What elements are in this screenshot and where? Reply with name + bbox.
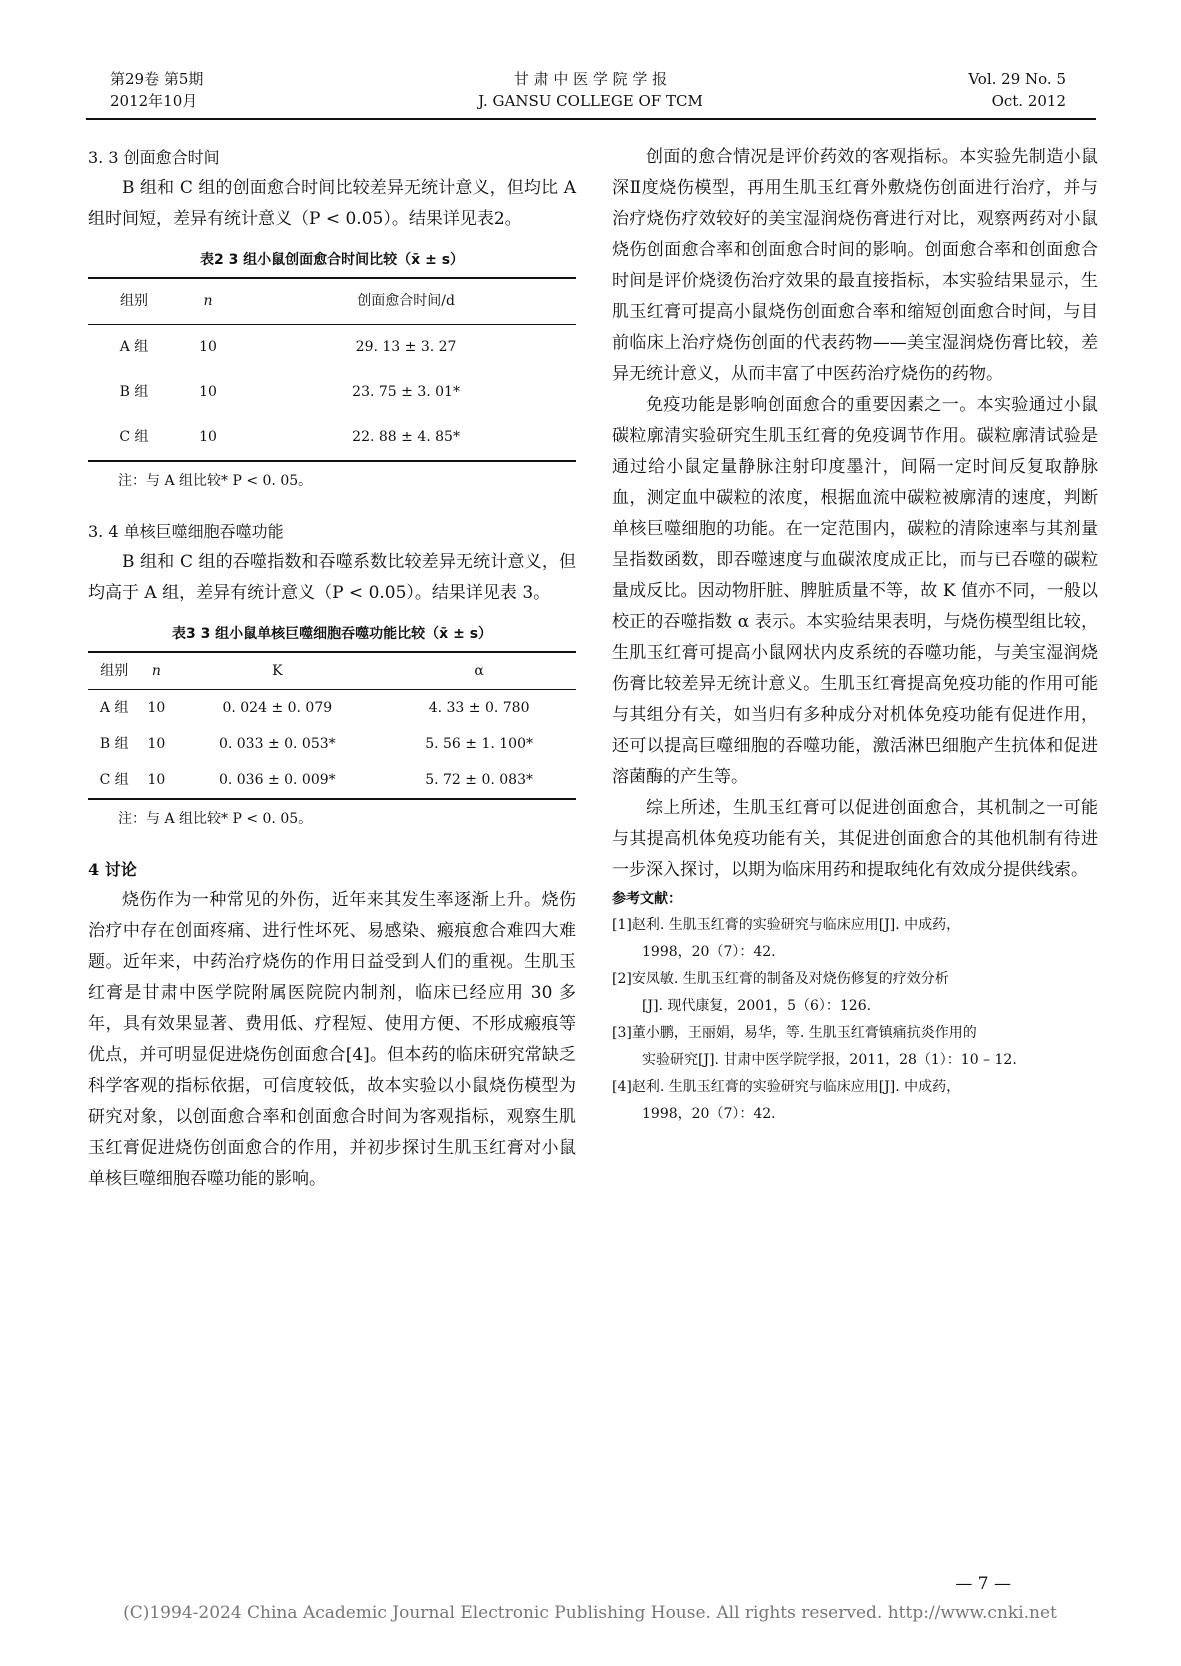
running-header [0,68,1181,116]
table2-caption: 表2 3 组小鼠创面愈合时间比较（x̄ ± s） [199,252,465,268]
right-column [612,142,1098,1128]
table-cell: 0. 033 ± 0. 053* [218,735,336,752]
references-title: 参考文献： [612,891,682,907]
table-cell: 5. 72 ± 0. 083* [425,771,533,788]
copyright-footer: (C)1994-2024 China Academic Journal Electronic Publishing House. All rights reserved. http://www.cnki.net [123,1603,1057,1623]
table-cell: C 组 [99,771,129,788]
table-cell: 10 [199,384,217,400]
reference-source: [J]. 现代康复，2001，5（6）：126. [642,998,872,1014]
reference-source: 实验研究[J]. 甘肃中医学院学报，2011，28（1）：10 – 12. [642,1052,1017,1068]
table-row [88,415,576,461]
table-header-row [88,652,576,690]
table-header-cell: n [151,662,161,679]
left-column [88,142,576,1195]
reference-list [612,912,1098,1128]
issue-date-en: Oct. 2012 [991,92,1066,110]
table2 [88,277,576,462]
section-4-text: 烧伤作为一种常见的外伤，近年来其发生率逐渐上升。烧伤治疗中存在创面疼痛、进行性坏死、易感染、瘢痕愈合难四大难题。近年来，中药治疗烧伤的作用日益受到人们的重视。生肌玉红膏是甘肃中医学院附属医院院内制剂，临床已经应用 30 多年，具有效果显著、费用低、疗程短、使用方便、不形成瘢痕等优点，并可明显促进烧伤创面愈合[4]。但本药的临床研究常缺乏科学客观的指标依据，可信度较低，故本实验以小鼠烧伤模型为研究对象，以创面愈合率和创面愈合时间为客观指标，观察生肌玉红膏促进烧伤创面愈合的作用，并初步探讨生肌玉红膏对小鼠单核巨噬细胞吞噬功能的影响。 [88,890,576,1189]
table-cell: 5. 56 ± 1. 100* [425,735,533,752]
header-right [968,68,1066,112]
table-row [88,762,576,799]
section-3-3-title: 3. 3 创面愈合时间 [88,148,220,167]
table2-note: 注：与 A 组比较* P < 0. 05。 [118,473,313,489]
volume-issue-en: Vol. 29 No. 5 [968,70,1066,88]
table-cell: 10 [199,339,217,355]
table-cell: 10 [147,699,166,716]
reference-item [612,966,1098,1020]
journal-name-cn: 甘 肃 中 医 学 院 学 报 [513,70,668,88]
reference-item [612,1074,1098,1128]
reference-text: [1]赵利. 生肌玉红膏的实验研究与临床应用[J]. 中成药， [612,917,961,933]
volume-issue: 第29卷 第5期 [110,70,204,88]
table-header-row [88,278,576,325]
table-cell: C 组 [119,429,149,445]
reference-source: 1998，20（7）：42. [642,944,776,960]
reference-item [612,1020,1098,1074]
issue-date: 2012年10月 [110,92,198,110]
reference-text: [2]安凤敏. 生肌玉红膏的制备及对烧伤修复的疗效分析 [612,971,949,987]
section-3-4-text: B 组和 C 组的吞噬指数和吞噬系数比较差异无统计意义，但均高于 A 组，差异有统计意义（P < 0.05）。结果详见表 3。 [88,552,576,603]
table-header-cell: K [272,662,283,679]
reference-source: 1998，20（7）：42. [642,1106,776,1122]
table-cell: 29. 13 ± 3. 27 [355,339,457,355]
table-row [88,370,576,415]
table-cell: 22. 88 ± 4. 85* [352,429,460,445]
table-row [88,325,576,371]
conclusion-paragraph: 综上所述，生肌玉红膏可以促进创面愈合，其机制之一可能与其提高机体免疫功能有关，其促进创面愈合的其他机制有待进一步深入探讨，以期为临床用药和提取纯化有效成分提供线索。 [612,798,1098,880]
table3-caption: 表3 3 组小鼠单核巨噬细胞吞噬功能比较（x̄ ± s） [171,626,493,642]
table-row [88,726,576,762]
section-3-4-title: 3. 4 单核巨噬细胞吞噬功能 [88,522,284,541]
table-header-cell: 组别 [119,293,148,309]
journal-name-en: J. GANSU COLLEGE OF TCM [478,92,703,110]
table-cell: 4. 33 ± 0. 780 [428,699,530,716]
section-4-title: 4 讨论 [88,860,137,879]
page-number: — 7 — [955,1574,1011,1594]
table-header-cell: 组别 [100,662,129,679]
table-cell: B 组 [99,735,129,752]
table-cell: 23. 75 ± 3. 01* [352,384,460,400]
table-cell: A 组 [119,339,149,355]
table-header-cell: α [474,662,484,679]
table-cell: A 组 [99,699,129,716]
table-cell: 10 [147,771,166,788]
table-cell: 0. 024 ± 0. 079 [222,699,333,716]
table-cell: B 组 [119,384,149,400]
table-cell: 0. 036 ± 0. 009* [218,771,336,788]
table-header-cell: 创面愈合时间/d [357,293,455,309]
table3 [88,651,576,800]
reference-item [612,912,1098,966]
table-row [88,690,576,727]
table-cell: 10 [147,735,166,752]
reference-text: [3]董小鹏，王丽娟，易华，等. 生肌玉红膏镇痛抗炎作用的 [612,1025,977,1041]
discussion-paragraph-1: 创面的愈合情况是评价药效的客观指标。本实验先制造小鼠深Ⅱ度烧伤模型，再用生肌玉红膏外敷烧伤创面进行治疗，并与治疗烧伤疗效较好的美宝湿润烧伤膏进行对比，观察两药对小鼠烧伤创面愈合率和创面愈合时间的影响。创面愈合率和创面愈合时间是评价烧烫伤治疗效果的最直接指标，本实验结果显示，生肌玉红膏可提高小鼠烧伤创面愈合率和缩短创面愈合时间，与目前临床上治疗烧伤创面的代表药物——美宝湿润烧伤膏比较，差异无统计意义，从而丰富了中医药治疗烧伤的药物。 [612,147,1098,384]
header-rule [86,118,1096,120]
discussion-paragraph-2: 免疫功能是影响创面愈合的重要因素之一。本实验通过小鼠碳粒廓清实验研究生肌玉红膏的免疫调节作用。碳粒廓清试验是通过给小鼠定量静脉注射印度墨汁，间隔一定时间反复取静脉血，测定血中碳粒的浓度，根据血流中碳粒被廓清的速度，判断单核巨噬细胞的功能。在一定范围内，碳粒的清除速率与其剂量呈指数函数，即吞噬速度与血碳浓度成正比，而与已吞噬的碳粒量成反比。因动物肝脏、脾脏质量不等，故 K 值亦不同，一般以校正的吞噬指数 α 表示。本实验结果表明，与烧伤模型组比较，生肌玉红膏可提高小鼠网状内皮系统的吞噬功能，与美宝湿润烧伤膏比较差异无统计意义。生肌玉红膏提高免疫功能的作用可能与其组分有关，如当归有多种成分对机体免疫功能有促进作用，还可以提高巨噬细胞的吞噬功能，激活淋巴细胞产生抗体和促进溶菌酶的产生等。 [612,395,1098,787]
reference-text: [4]赵利. 生肌玉红膏的实验研究与临床应用[J]. 中成药， [612,1079,961,1095]
table3-note: 注：与 A 组比较* P < 0. 05。 [118,811,313,827]
table-header-cell: n [203,293,213,309]
table-cell: 10 [199,429,217,445]
section-3-3-text: B 组和 C 组的创面愈合时间比较差异无统计意义，但均比 A 组时间短，差异有统计意义（P < 0.05）。结果详见表2。 [88,178,576,229]
